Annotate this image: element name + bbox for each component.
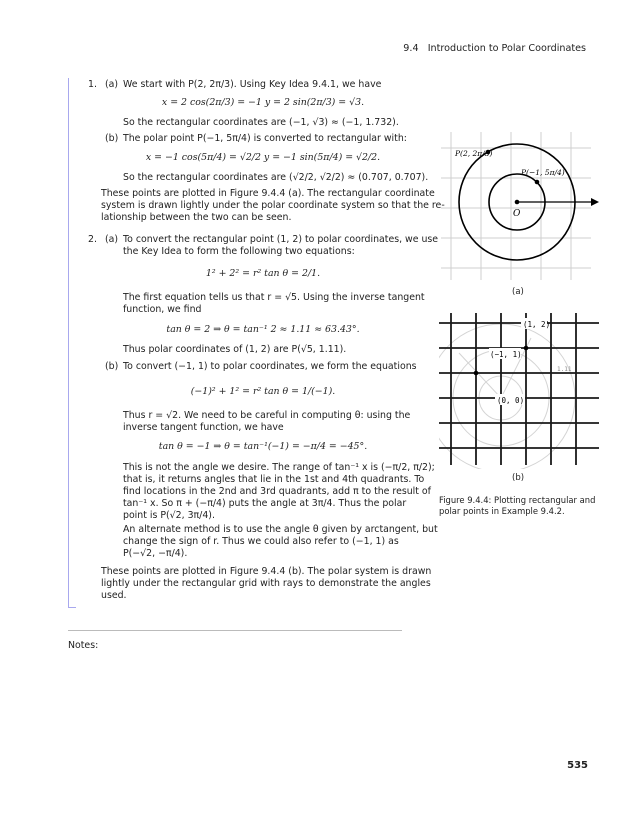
item-2b-intro: To convert (−1, 1) to polar coordinates, we form the equations [123, 361, 417, 372]
item-2b-detail-3: find locations in the 2nd and 3rd quadrants, add π to the result of [123, 486, 431, 497]
item-2b-label: (b) [105, 361, 119, 372]
item-2b-mid-1: Thus r = √2. We need to be careful in computing θ: using the [123, 410, 411, 421]
item-2b-detail-6: An alternate method is to use the angle θ given by arctangent, but [123, 524, 438, 535]
figure-b-point-1 [524, 346, 529, 351]
item-2b-detail-7: change the sign of r. Thus we could also refer to (−1, 1) as [123, 536, 399, 547]
item-2b-detail-1: This is not the angle we desire. The range of tan⁻¹ x is (−π/2, π/2); [123, 462, 435, 473]
item-2b-equation-2: tan θ = −1 ⇒ θ = tan⁻¹(−1) = −π/4 = −45°. [158, 441, 368, 452]
item-1-closing-2: system is drawn lightly under the polar coordinate system so that the re- [101, 200, 445, 211]
item-2a-mid-1: The first equation tells us that r = √5. Using the inverse tangent [123, 292, 425, 303]
item-2a-label: (a) [105, 234, 119, 245]
item-1b-result: So the rectangular coordinates are (√2/2, √2/2) ≈ (0.707, 0.707). [123, 172, 429, 183]
figure-b-sublabel: (b) [512, 473, 525, 483]
item-2a-mid-2: function, we find [123, 304, 202, 315]
item-1-closing-1: These points are plotted in Figure 9.4.4 (a). The rectangular coordinate [101, 188, 435, 199]
item-2a-intro-1: To convert the rectangular point (1, 2) to polar coordinates, we use [123, 234, 439, 245]
item-2a-intro-2: the Key Idea to form the following two equations: [123, 246, 355, 257]
figure-b-rectangular-plot [439, 313, 604, 469]
figure-a-point-1-label: P(2, 2π/3) [455, 149, 493, 158]
item-1b-equation: x = −1 cos(5π/4) = √2/2 y = −1 sin(5π/4) = √2/2. [145, 152, 381, 163]
item-1-closing-3: lationship between the two can be seen. [101, 212, 292, 223]
item-1a-label: (a) [105, 79, 119, 90]
item-2b-detail-5: point is P(√2, 3π/4). [123, 510, 215, 521]
section-title: Introduction to Polar Coordinates [427, 43, 586, 54]
item-1a-equation: x = 2 cos(2π/3) = −1 y = 2 sin(2π/3) = √3. [161, 97, 365, 108]
figure-b-point-2-label: (−1, 1) [490, 350, 522, 359]
figure-a-origin-label: O [513, 209, 521, 219]
item-2b-detail-2: that is, it returns angles that lie in the 1st and 4th quadrants. To [123, 474, 425, 485]
item-1b-intro: The polar point P(−1, 5π/4) is converted to rectangular with: [123, 133, 407, 144]
figure-b-origin-label: (0, 0) [497, 396, 525, 405]
item-2b-detail-8: P(−√2, −π/4). [123, 548, 188, 559]
item-2a-result: Thus polar coordinates of (1, 2) are P(√5, 1.11). [123, 344, 347, 355]
item-1b-label: (b) [105, 133, 119, 144]
figure-b-angle-label: 1.11 [557, 366, 572, 373]
section-number: 9.4 [403, 43, 419, 54]
item-2b-mid-2: inverse tangent function, we have [123, 422, 284, 433]
figure-a-axis-arrow [591, 198, 599, 206]
item-1-number: 1. [88, 79, 97, 90]
figure-a-origin-dot [515, 200, 520, 205]
example-margin-foot [68, 607, 76, 608]
figure-b-point-1-label: (1, 2) [523, 320, 551, 329]
notes-label: Notes: [68, 640, 99, 651]
notes-divider [68, 630, 402, 631]
figure-b-point-2 [474, 371, 479, 376]
figure-a-point-2-label: P(−1, 5π/4) [521, 168, 565, 177]
item-1a-result: So the rectangular coordinates are (−1, √3) ≈ (−1, 1.732). [123, 117, 399, 128]
item-2-closing-1: These points are plotted in Figure 9.4.4 (b). The polar system is drawn [101, 566, 432, 577]
figure-a-sublabel: (a) [512, 287, 524, 297]
item-2-number: 2. [88, 234, 97, 245]
figure-a-polar-plot [441, 132, 603, 284]
item-2-closing-3: used. [101, 590, 127, 601]
figure-a-point-2 [535, 180, 540, 185]
running-header [403, 43, 586, 54]
figure-caption: Figure 9.4.4: Plotting rectangular and polar points in Example 9.4.2. [439, 495, 596, 516]
item-2b-equation-1: (−1)² + 1² = r² tan θ = 1/(−1). [190, 386, 336, 397]
page-number: 535 [567, 760, 588, 771]
example-margin-bar [68, 78, 69, 607]
item-2-closing-2: lightly under the rectangular grid with rays to demonstrate the angles [101, 578, 431, 589]
item-2a-equation-1: 1² + 2² = r² tan θ = 2/1. [205, 268, 321, 279]
item-2a-equation-2: tan θ = 2 ⇒ θ = tan⁻¹ 2 ≈ 1.11 ≈ 63.43°. [166, 324, 360, 335]
item-2b-detail-4: tan⁻¹ x. So π + (−π/4) puts the angle at 3π/4. Thus the polar [123, 498, 407, 509]
item-1a-intro: We start with P(2, 2π/3). Using Key Idea 9.4.1, we have [123, 79, 382, 90]
